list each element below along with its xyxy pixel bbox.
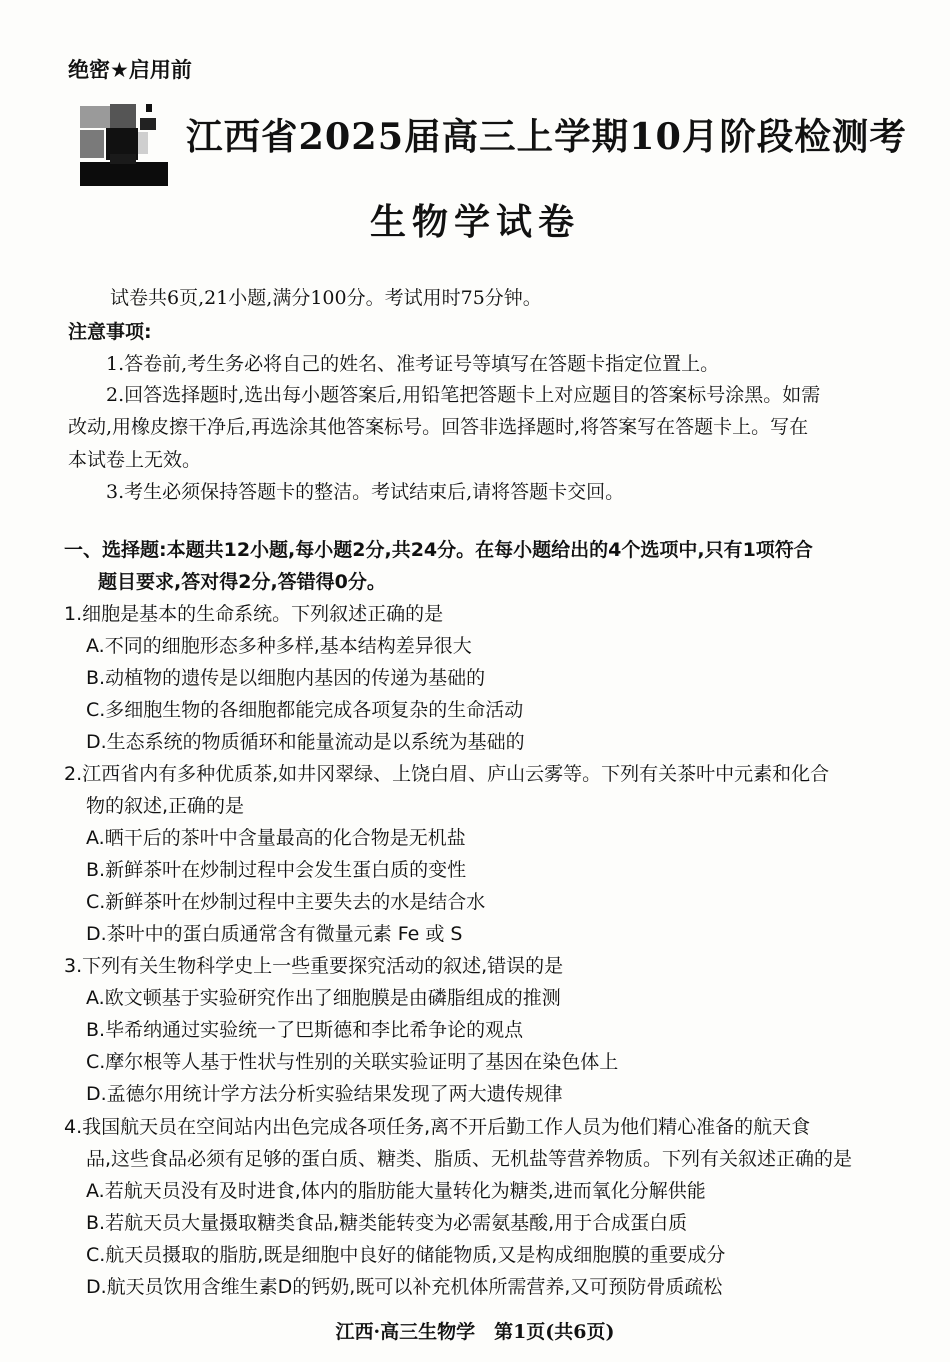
question-3-stem: 3.下列有关生物科学史上一些重要探究活动的叙述,错误的是 [64, 955, 564, 977]
question-3-option-c: C.摩尔根等人基于性状与性别的关联实验证明了基因在染色体上 [86, 1051, 619, 1073]
question-4-stem-line-1: 4.我国航天员在空间站内出色完成各项任务,离不开后勤工作人员为他们精心准备的航天食 [64, 1116, 811, 1138]
question-4-option-b: B.若航天员大量摄取糖类食品,糖类能转变为必需氨基酸,用于合成蛋白质 [86, 1212, 688, 1234]
question-1-option-b: B.动植物的遗传是以细胞内基因的传递为基础的 [86, 667, 486, 689]
question-1-option-d: D.生态系统的物质循环和能量流动是以系统为基础的 [86, 731, 525, 753]
question-1-stem: 1.细胞是基本的生命系统。下列叙述正确的是 [64, 603, 444, 625]
question-2-option-c: C.新鲜茶叶在炒制过程中主要失去的水是结合水 [86, 891, 486, 913]
question-4-option-a: A.若航天员没有及时进食,体内的脂肪能大量转化为糖类,进而氧化分解供能 [86, 1180, 706, 1202]
question-1-option-a: A.不同的细胞形态多种多样,基本结构差异很大 [86, 635, 472, 657]
question-1-option-c: C.多细胞生物的各细胞都能完成各项复杂的生命活动 [86, 699, 524, 721]
question-4-option-d: D.航天员饮用含维生素D的钙奶,既可以补充机体所需营养,又可预防骨质疏松 [86, 1276, 723, 1298]
notice-item-2-line-3: 本试卷上无效。 [68, 449, 202, 471]
question-4-option-c: C.航天员摄取的脂肪,既是细胞中良好的储能物质,又是构成细胞膜的重要成分 [86, 1244, 726, 1266]
question-3-option-d: D.孟德尔用统计学方法分析实验结果发现了两大遗传规律 [86, 1083, 563, 1105]
notice-item-1: 1.答卷前,考生务必将自己的姓名、准考证号等填写在答题卡指定位置上。 [106, 353, 720, 375]
question-2-option-d: D.茶叶中的蛋白质通常含有微量元素 Fe 或 S [86, 923, 463, 945]
question-2-stem-line-1: 2.江西省内有多种优质茶,如井冈翠绿、上饶白眉、庐山云雾等。下列有关茶叶中元素和化合 [64, 763, 830, 785]
question-3-option-b: B.毕希纳通过实验统一了巴斯德和李比希争论的观点 [86, 1019, 524, 1041]
question-3-option-a: A.欧文顿基于实验研究作出了细胞膜是由磷脂组成的推测 [86, 987, 561, 1009]
section-heading-line-1: 一、选择题:本题共12小题,每小题2分,共24分。在每小题给出的4个选项中,只有1项符合 [64, 539, 813, 561]
page-footer: 江西·高三生物学 第1页(共6页) [335, 1321, 615, 1343]
notice-item-2-line-2: 改动,用橡皮擦干净后,再选涂其他答案标号。回答非选择题时,将答案写在答题卡上。写在 [68, 416, 809, 438]
exam-intro: 试卷共6页,21小题,满分100分。考试用时75分钟。 [110, 287, 542, 309]
question-2-stem-line-2: 物的叙述,正确的是 [86, 795, 245, 817]
exam-title: 江西省2025届高三上学期10月阶段检测考 [186, 115, 907, 158]
qr-code-icon [80, 104, 168, 186]
question-4-stem-line-2: 品,这些食品必须有足够的蛋白质、糖类、脂质、无机盐等营养物质。下列有关叙述正确的是 [86, 1148, 853, 1170]
question-2-option-b: B.新鲜茶叶在炒制过程中会发生蛋白质的变性 [86, 859, 467, 881]
notice-item-2-line-1: 2.回答选择题时,选出每小题答案后,用铅笔把答题卡上对应题目的答案标号涂黑。如需 [106, 384, 821, 406]
question-2-option-a: A.晒干后的茶叶中含量最高的化合物是无机盐 [86, 827, 466, 849]
section-heading-line-2: 题目要求,答对得2分,答错得0分。 [98, 571, 386, 593]
confidential-mark: 绝密★启用前 [68, 58, 192, 82]
exam-subtitle: 生物学试卷 [369, 201, 580, 243]
notice-heading: 注意事项: [68, 321, 152, 343]
notice-item-3: 3.考生必须保持答题卡的整洁。考试结束后,请将答题卡交回。 [106, 481, 625, 503]
